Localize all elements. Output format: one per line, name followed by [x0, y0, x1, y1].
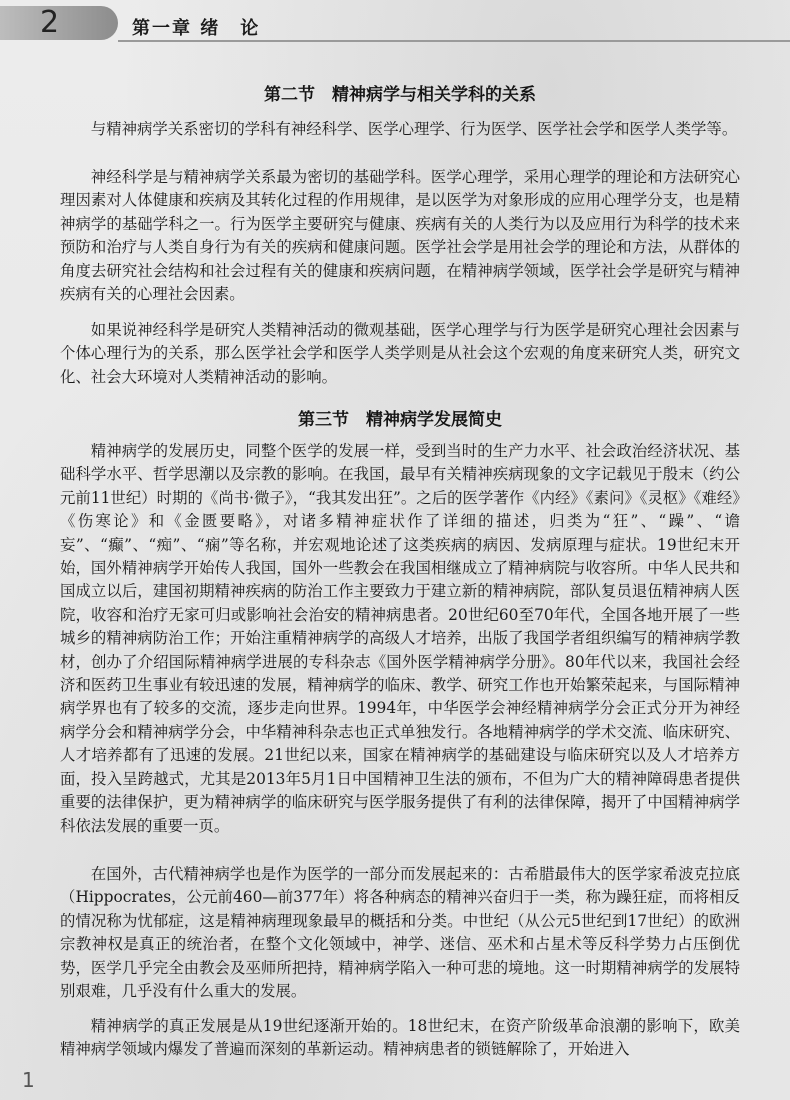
- section-title: 第三节 精神病学发展简史: [298, 410, 502, 430]
- page-header: [0, 0, 790, 46]
- page-number: 2: [40, 5, 60, 40]
- paragraph: 精神病学的真正发展是从19世纪逐渐开始的。18世纪末，在资产阶级革命浪潮的影响下，欧美精神病学领域内爆发了普遍而深刻的革新运动。精神病患者的锁链解除了，开始进入: [60, 1017, 740, 1059]
- header-rule: [118, 40, 790, 42]
- paragraph: 神经科学是与精神病学关系最为密切的基础学科。医学心理学，采用心理学的理论和方法研究心理因素对人体健康和疾病及其转化过程的作用规律，是以医学为对象形成的应用心理学分支，也是精神病学的基础学科之一。行为医学主要研究与健康、疾病有关的人类行为以及应用行为科学的技术来预防和治疗与人类自身行为有关的疾病和健康问题。医学社会学是用社会学的理论和方法，从群体的角度去研究社会结构和社会过程有关的健康和疾病问题，在精神病学领域，医学社会学是研究与精神疾病有关的心理社会因素。: [60, 168, 740, 304]
- section-title: 第二节 精神病学与相关学科的关系: [264, 85, 536, 105]
- paragraph: 精神病学的发展历史，同整个医学的发展一样，受到当时的生产力水平、社会政治经济状况、基础科学水平、哲学思潮以及宗教的影响。在我国，最早有关精神疾病现象的文字记载见于殷末（约公元前11世纪）时期的《尚书·微子》，“我其发出狂”。之后的医学著作《内经》《素问》《灵枢》《难经》《伤寒论》和《金匮要略》，对诸多精神症状作了详细的描述，归类为“狂”、“躁”、“谵妄”、“癫”、“痴”、“痫”等名称，并宏观地论述了这类疾病的病因、发病原理与症状。19世纪末开始，国外精神病学开始传人我国，国外一些教会在我国相继成立了精神病院与收容所。中华人民共和国成立以后，建国初期精神疾病的防治工作主要致力于建立新的精神病院，部队复员退伍精神病人医院，收容和治疗无家可归或影响社会治安的精神病患者。20世纪60至70年代，全国各地开展了一些城乡的精神病防治工作；开始注重精神病学的高级人才培养，出版了我国学者组织编写的精神病学教材，创办了介绍国际精神病学进展的专科杂志《国外医学精神病学分册》。80年代以来，我国社会经济和医药卫生事业有较迅速的发展，精神病学的临床、教学、研究工作也开始繁荣起来，与国际精神病学界也有了较多的交流，逐步走向世界。1994年，中华医学会神经精神病学分会正式分开为神经病学分会和精神病学分会，中华精神科杂志也正式单独发行。各地精神病学的学术交流、临床研究、人才培养都有了迅速的发展。21世纪以来，国家在精神病学的基础建设与临床研究以及人才培养方面，投入呈跨越式，尤其是2013年5月1日中国精神卫生法的颁布，不但为广大的精神障碍患者提供重要的法律保护，更为精神病学的临床研究与医学服务提供了有利的法律保障，揭开了中国精神病学科依法发展的重要一页。: [60, 442, 740, 835]
- page-footer-mark: 1: [22, 1068, 35, 1092]
- paragraph: 在国外，古代精神病学也是作为医学的一部分而发展起来的：古希腊最伟大的医学家希波克拉底（Hippocrates，公元前460—前377年）将各种病态的精神兴奋归于一类，称为躁狂症，而将相反的情况称为忧郁症，这是精神病理现象最早的概括和分类。中世纪（从公元5世纪到17世纪）的欧洲宗教神权是真正的统治者，在整个文化领域中，神学、迷信、巫术和占星术等反科学势力占压倒优势，医学几乎完全由教会及巫师所把持，精神病学陷入一种可悲的境地。这一时期精神病学的发展特别艰难，几乎没有什么重大的发展。: [60, 865, 740, 1001]
- chapter-title: 第一章 绪 论: [132, 18, 261, 39]
- paragraph: 如果说神经科学是研究人类精神活动的微观基础，医学心理学与行为医学是研究心理社会因素与个体心理行为的关系，那么医学社会学和医学人类学则是从社会这个宏观的角度来研究人类，研究文化、社会大环境对人类精神活动的影响。: [60, 321, 740, 386]
- paragraph: 与精神病学关系密切的学科有神经科学、医学心理学、行为医学、医学社会学和医学人类学等。: [90, 120, 738, 138]
